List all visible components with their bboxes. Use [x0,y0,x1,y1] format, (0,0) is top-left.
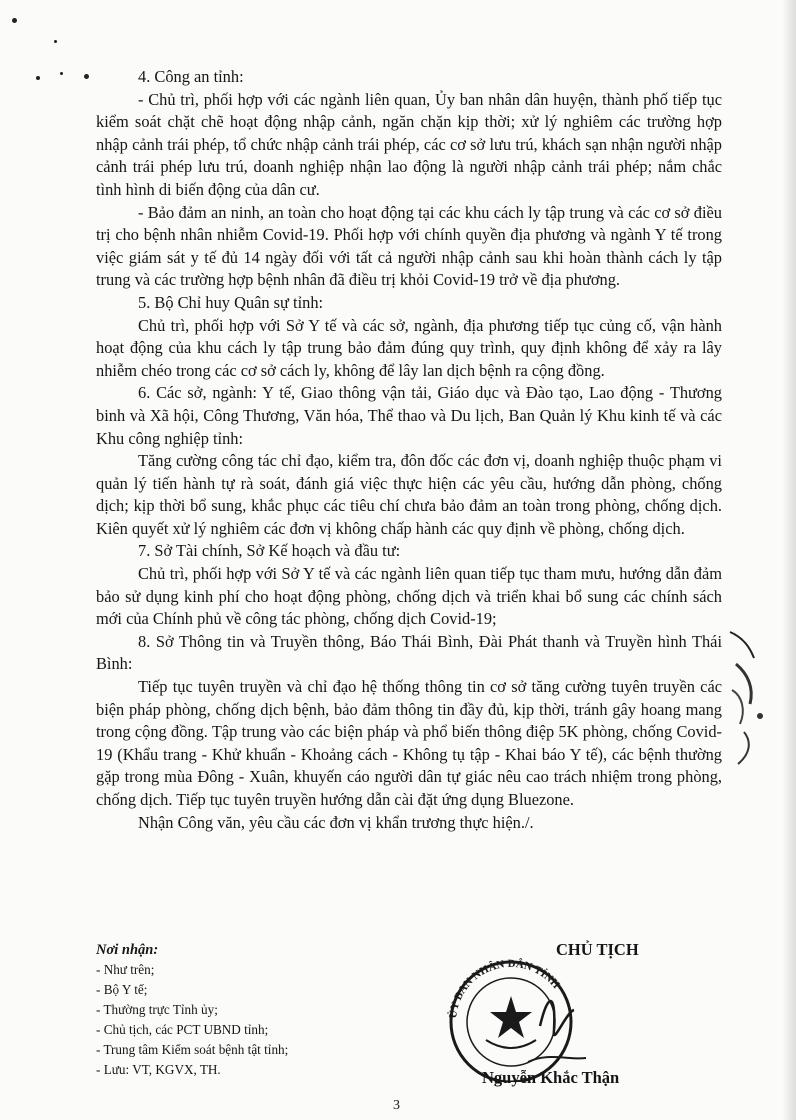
recipient-item: - Bộ Y tế; [96,982,148,997]
recipient-item: - Lưu: VT, KGVX, TH. [96,1062,221,1077]
recipient-item: - Thường trực Tỉnh ủy; [96,1002,218,1017]
official-seal-icon [436,952,586,1082]
scan-speck [36,76,40,80]
section-heading: 7. Sở Tài chính, Sở Kế hoạch và đầu tư: [138,541,401,561]
document-body [96,66,722,834]
svg-text:ỦY BAN NHÂN DÂN TỈNH: ỦY BAN NHÂN DÂN TỈNH [447,957,563,1019]
section-heading: 4. Công an tỉnh: [138,67,244,86]
page-edge-shadow [782,0,796,1120]
signer-title: CHỦ TỊCH [556,940,639,959]
signature-block [96,940,736,1100]
section-heading: 5. Bộ Chỉ huy Quân sự tỉnh: [138,292,324,312]
body-paragraph: - Chủ trì, phối hợp với các ngành liên quan, Ủy ban nhân dân huyện, thành phố tiếp tục kiểm soát chặt chẽ hoạt động nhập cảnh, ngăn chặn kịp thời; xử lý nghiêm các trường hợp nhập cảnh trái phép, tổ chức nhập cảnh trái phép, các cơ sở lưu trú, khách sạn nhận người nhập cảnh trái phép lưu trú, doanh nghiệp nhận lao động là người nhập cảnh trái phép; nắm chắc tình hình di biến động của dân cư. [96,89,722,199]
scan-speck [12,18,17,23]
body-paragraph: - Bảo đảm an ninh, an toàn cho hoạt động tại các khu cách ly tập trung và các cơ sở điều trị cho bệnh nhân nhiễm Covid-19. Phối hợp với chính quyền địa phương và ngành Y tế trong việc giám sát y tế đủ 14 ngày đối với tất cả người nhập cảnh sau khi hoàn thành cách ly tập trung và các trường hợp bệnh nhân đã điều trị khỏi Covid-19 trở về địa phương. [96,202,722,290]
recipient-list-title: Nơi nhận: [96,942,159,958]
section-heading: 6. Các sở, ngành: Y tế, Giao thông vận tải, Giáo dục và Đào tạo, Lao động - Thương binh và Xã hội, Công Thương, Văn hóa, Thể thao và Du lịch, Ban Quản lý Khu kinh tế và các Khu công nghiệp tỉnh: [96,383,722,448]
recipient-item: - Chủ tịch, các PCT UBND tỉnh; [96,1022,269,1037]
section-heading: 8. Sở Thông tin và Truyền thông, Báo Thái Bình, Đài Phát thanh và Truyền hình Thái Bình: [96,631,722,674]
scan-speck [54,40,57,43]
margin-stamp-marks [724,624,784,774]
body-paragraph: Chủ trì, phối hợp với Sở Y tế và các ngành liên quan tiếp tục tham mưu, hướng dẫn đảm bảo sử dụng kinh phí cho hoạt động phòng, chống dịch và triển khai bổ sung các chính sách mới của Chính phủ về công tác phòng, chống dịch Covid-19; [96,564,722,629]
body-paragraph: Tiếp tục tuyên truyền và chỉ đạo hệ thống thông tin cơ sở tăng cường tuyên truyền các biện pháp phòng, chống dịch bệnh, bảo đảm thông tin đầy đủ, kịp thời, tránh gây hoang mang trong cộng đồng. Tập trung vào các biện pháp và phổ biến thông điệp 5K phòng, chống Covid-19 (Khẩu trang - Khử khuẩn - Khoảng cách - Không tụ tập - Khai báo Y tế), các bệnh thường gặp trong mùa Đông - Xuân, khuyến cáo người dân tự giác nêu cao trách nhiệm trong phòng, chống dịch. Tiếp tục tuyên truyền hướng dẫn cài đặt ứng dụng Bluezone. [96,677,722,809]
recipient-list [96,940,416,1080]
recipient-item: - Như trên; [96,962,155,977]
body-paragraph: Tăng cường công tác chỉ đạo, kiểm tra, đôn đốc các đơn vị, doanh nghiệp thuộc phạm vi quản lý tiến hành tự rà soát, đánh giá việc thực hiện các yêu cầu, hướng dẫn phòng, chống dịch; kịp thời bổ sung, khắc phục các tiêu chí chưa bảo đảm an toàn trong phòng, chống dịch. Kiên quyết xử lý nghiêm các đơn vị không chấp hành các quy định về phòng, chống dịch. [96,451,722,538]
recipient-item: - Trung tâm Kiểm soát bệnh tật tỉnh; [96,1042,289,1057]
signer-block [436,940,736,1100]
closing-line: Nhận Công văn, yêu cầu các đơn vị khẩn trương thực hiện./. [138,812,534,832]
page-number: 3 [393,1098,400,1113]
signer-name: Nguyễn Khắc Thận [482,1068,620,1087]
scan-speck [84,74,89,79]
scan-speck [60,72,63,75]
body-paragraph: Chủ trì, phối hợp với Sở Y tế và các sở, ngành, địa phương tiếp tục củng cố, vận hành hoạt động của khu cách ly tập trung bảo đảm đúng quy trình, quy định không để xảy ra lây nhiễm chéo trong các cơ sở cách ly, không để lây lan dịch bệnh ra cộng đồng. [96,315,722,380]
